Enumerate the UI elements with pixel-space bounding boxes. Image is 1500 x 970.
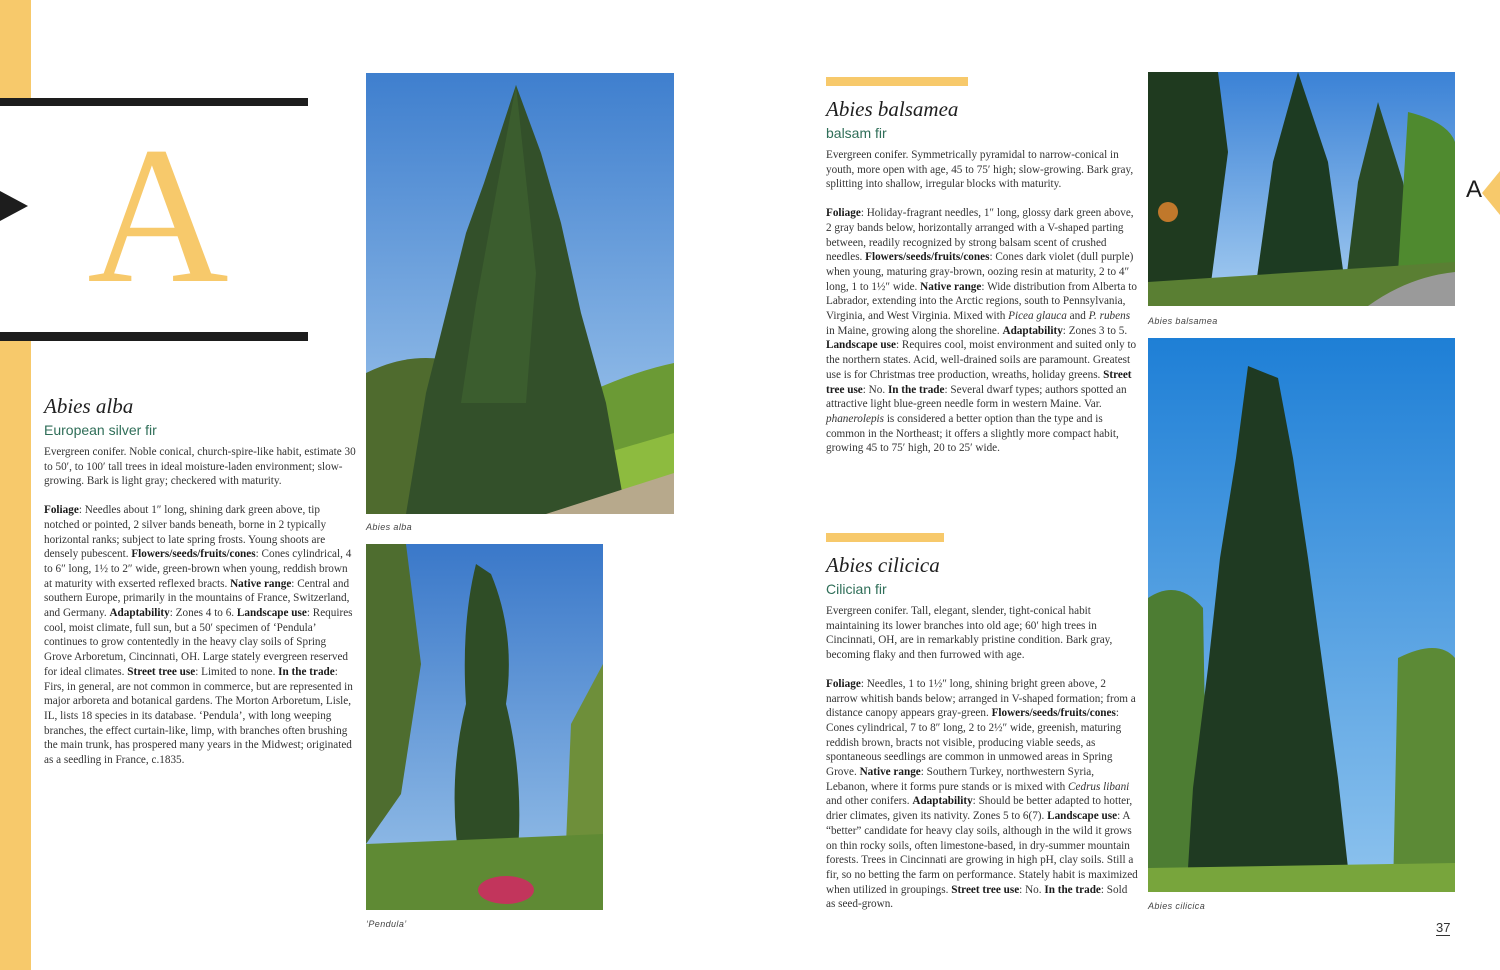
species-entry-abies-cilicica [826,553,1138,926]
field-label: Flowers/seeds/fruits/cones [131,548,256,561]
field-label: Landscape use [1047,810,1118,823]
species-description [826,148,1138,456]
paragraph: Foliage: Needles about 1″ long, shining dark green above, tip notched or pointed, 2 silver bands beneath, borne in 2 typically horizontal ranks; subject to late spring frosts. Young shoots are densely pubescent. Flowers/seeds/fruits/cones: Cones cylindrical, 4 to 6″ long, 1½ to 2″ wide, green-brown when young, reddish brown at maturity with exserted reflexed bracts. Native range: Central and southern Europe, primarily in the mountains of France, Switzerland, and Germany. Adaptability: Zones 4 to 6. Landscape use: Requires cool, moist climate, full sun, but a 50′ specimen of ‘Pendula’ continues to grow contentedly in the heavy clay soils of Spring Grove Arboretum, Cincinnati, OH. Large stately evergreen reserved for ideal climates. Street tree use: Limited to none. In the trade: Firs, in general, are not common in commerce, but are represented in major arboreta and botanical gardens. The Morton Arboretum, Lisle, IL, lists 18 species in its database. ‘Pendula’, with long weeping branches, the effect curtain-like, limp, with branches often brushing the main trunk, has prospered many years in the Midwest; originated as a seedling in France, c.1835. [44,504,353,767]
photo-abies-balsamea [1148,72,1455,306]
field-label: Landscape use [236,607,307,620]
common-name: European silver fir [44,422,157,438]
caption-abies-alba: Abies alba [366,522,413,532]
common-name: Cilician fir [826,581,887,597]
caption-abies-balsamea: Abies balsamea [1148,316,1218,326]
species-description [44,445,356,768]
field-label: Native range [920,280,982,293]
field-label: Adaptability [109,607,170,620]
photo-pendula [366,544,603,910]
field-label: Flowers/seeds/fruits/cones [991,707,1116,720]
field-label: Street tree use [951,883,1020,896]
field-label: In the trade [278,665,335,678]
field-label: In the trade [887,383,945,396]
species-name: Abies cilicica [826,553,940,577]
accent-bar-balsamea [826,77,968,86]
photo-abies-alba [366,73,674,514]
field-label: Foliage [826,207,861,220]
thumb-tab-letter: A [1466,176,1483,203]
page-number: 37 [1436,920,1451,935]
species-entry-abies-balsamea [826,97,1138,470]
field-label: Native range [859,766,921,779]
section-marker-icon [0,191,28,221]
paragraph: Evergreen conifer. Symmetrically pyramidal to narrow-conical in youth, more open with age, 45 to 75′ high; slow-growing. Bark gray, splitting into shallow, irregular blocks with maturity. [826,149,1134,191]
field-label: In the trade [1044,883,1101,896]
species-name: Abies balsamea [826,97,959,121]
field-label: Adaptability [1002,324,1063,337]
taxon-name: Cedrus libani [1068,780,1130,793]
photo-abies-cilicica [1148,338,1455,892]
field-label: Foliage [826,677,861,690]
taxon-name: P. rubens [1088,310,1131,323]
accent-bar-cilicica [826,533,944,542]
species-name: Abies alba [44,394,134,418]
field-label: Foliage [44,504,79,517]
taxon-name: phanerolepis [826,412,885,425]
common-name: balsam fir [826,125,887,141]
field-label: Street tree use [826,368,1132,396]
bottom-black-band [0,332,308,341]
field-label: Landscape use [826,339,896,352]
paragraph: Foliage: Holiday-fragrant needles, 1″ long, glossy dark green above, 2 gray bands below, horizontally arranged with a V-shaped parting between, readily recognized by strong balsam scent of crushed needles. Flowers/seeds/fruits/cones: Cones dark violet (dull purple) when young, maturing gray-brown, oozing resin at maturity, 2 to 4″ long, 1 to 1½″ wide. Native range: Wide distribution from Alberta to Labrador, extending into the Arctic regions, south to Pennsylvania, Virginia, and West Virginia. Mixed with Picea glauca and P. rubens in Maine, growing along the shoreline. Adaptability: Zones 3 to 5. Landscape use: Requires cool, moist environment and suited only to the northern states. Acid, well-drained soils are paramount. Greatest use is for Christmas tree production, wreaths, holiday greens. Street tree use: No. In the trade: Several dwarf types; authors spotted an attractive light blue-green needle form in western Maine. Var. phanerolepis is considered a better option than the type and is common in the Northeast; it offers a slightly more compact habit, growing 45 to 75′ high, 20 to 25′ wide. [826,207,1138,455]
field-label: Adaptability [912,795,973,808]
field-label: Flowers/seeds/fruits/cones [865,251,990,264]
paragraph: Evergreen conifer. Noble conical, church-spire-like habit, estimate 30 to 50′, to 100′ tall trees in ideal moisture-laden environment; slow-growing. Bark is light gray; checkered with maturity. [44,446,356,488]
caption-pendula: ‘Pendula’ [366,919,407,929]
taxon-name: Picea glauca [1008,310,1067,323]
paragraph: Evergreen conifer. Tall, elegant, slender, tight-conical habit maintaining its lower branches into old age; 60′ high trees in Cincinnati, OH, are in remarkably pristine condition. Bark gray, becoming flaky and then furrowed with age. [826,605,1113,662]
species-entry-abies-alba [44,394,356,782]
field-label: Native range [230,577,292,590]
paragraph: Foliage: Needles, 1 to 1½″ long, shining bright green above, 2 narrow whitish bands below; arranged in V-shaped formation; from a distance canopy appears gray-green. Flowers/seeds/fruits/cones: Cones cylindrical, 7 to 8″ long, 2 to 2½″ wide, greenish, maturing reddish brown, bracts not visible, producing viable seeds, as spontaneous seedlings are common in unmowed areas in Spring Grove. Native range: Southern Turkey, northwestern Syria, Lebanon, where it forms pure stands or is mixed with Cedrus libani and other conifers. Adaptability: Should be better adapted to hotter, drier climates, given its nativity. Zones 5 to 6(7). Landscape use: A “better” candidate for heavy clay soils, although in the wild it grows on thin rocky soils, often limestone-based, in dry-summer mountain forests. Trees in Cincinnati are growing in high pH, clay soils. Still a fir, so no betting the farm on performance. Stately habit is maximized when utilized in groupings. Street tree use: No. In the trade: Sold as seed-grown. [826,677,1138,911]
species-description [826,604,1138,912]
field-label: Street tree use [127,665,196,678]
caption-abies-cilicica: Abies cilicica [1148,901,1206,911]
section-letter: A [87,107,229,324]
